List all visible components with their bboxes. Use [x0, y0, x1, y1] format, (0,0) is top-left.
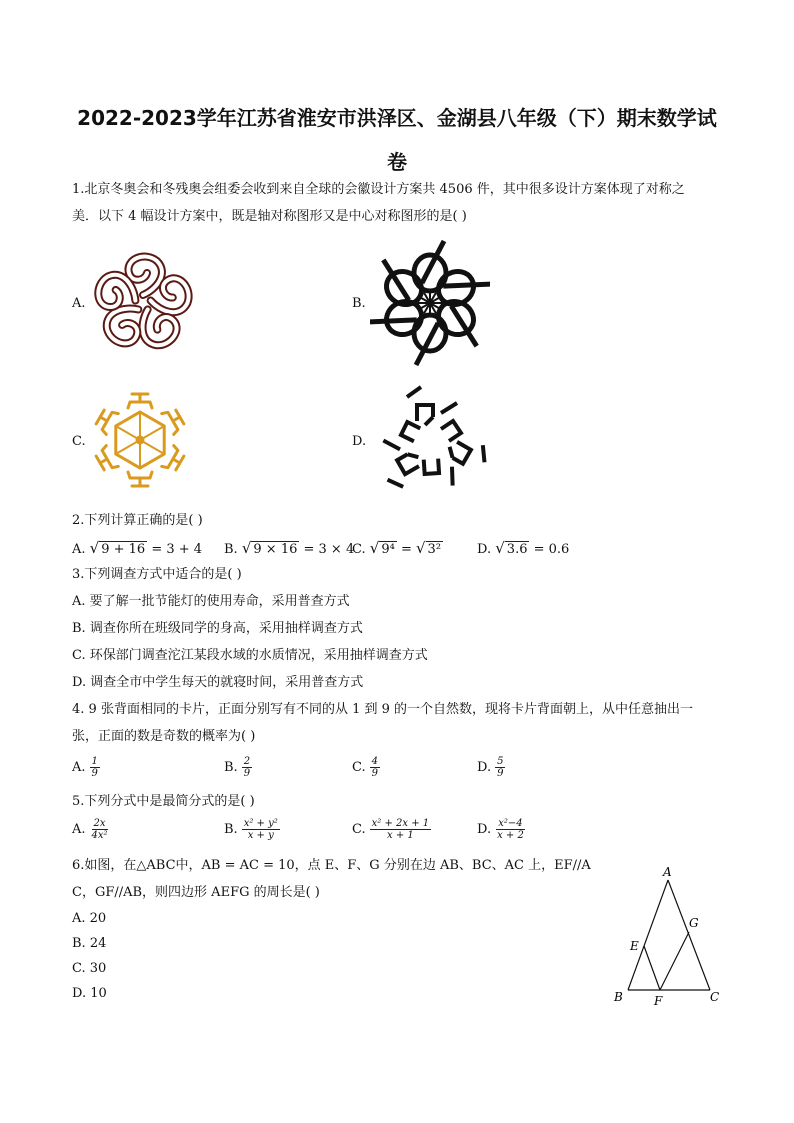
q1-option-c-emblem [90, 390, 190, 490]
q4-option-d: D. $\frac{5}{9}$ [477, 756, 504, 779]
q1-option-a-emblem [90, 250, 196, 356]
label-e: E [630, 939, 639, 953]
label-c: C [710, 990, 720, 1004]
emblem-c-center [137, 437, 143, 443]
q2-option-b: B. √ 9 × 16 = 3 × 4 [224, 539, 355, 557]
emblem-c-crown [128, 472, 152, 486]
emblem-d-hook [441, 421, 461, 441]
question-6 [72, 852, 612, 1006]
label-a: A [663, 865, 672, 879]
segment-fg [660, 932, 689, 990]
q5-options [72, 818, 732, 848]
q2-options [72, 536, 732, 560]
label-g: G [689, 916, 699, 930]
emblem-d-hook [418, 453, 445, 480]
q4-options [72, 756, 732, 782]
q6-option-c: C. 30 [72, 961, 107, 976]
emblem-d-hook [397, 418, 424, 445]
question-1-stem [72, 176, 727, 230]
q6-stem-line-1: 6.如图，在△ABC中，AB = AC = 10，点 E、F、G 分别在边 AB、BC、AC 上，EF//A [72, 858, 591, 873]
q6-stem-line-2: C，GF//AB，则四边形 AEFG 的周长是( ) [72, 885, 320, 900]
q1-stem-line-2: 美．以下 4 幅设计方案中，既是轴对称图形又是中心对称图形的是( ) [72, 209, 467, 224]
q3-option-c: C. 环保部门调查沱江某段水域的水质情况，采用抽样调查方式 [72, 648, 428, 663]
q3-option-d: D. 调查全市中学生每天的就寝时间，采用普查方式 [72, 675, 364, 690]
q2-option-d: D. √ 3.6 = 0.6 [477, 539, 570, 557]
emblem-d-bracket [434, 431, 490, 493]
q3-option-b: B. 调查你所在班级同学的身高，采用抽样调查方式 [72, 621, 363, 636]
question-3 [72, 561, 428, 696]
emblem-d-bracket [407, 387, 457, 425]
segment-ef [644, 946, 660, 990]
q1-option-d-emblem [372, 384, 490, 502]
emblem-d-bracket [372, 429, 427, 491]
q4-stem-line-1: 4. 9 张背面相同的卡片，正面分别写有不同的从 1 到 9 的一个自然数，现将卡片背面朝上，从中任意抽出一 [72, 702, 694, 717]
q2-option-a: A. √ 9 + 16 = 3 + 4 [72, 539, 203, 557]
q4-option-c: C. $\frac{4}{9}$ [352, 756, 378, 779]
q4-option-a: A. $\frac{1}{9}$ [72, 756, 98, 779]
side-ab [628, 880, 668, 990]
q1-option-d-label: D. [352, 434, 367, 449]
q6-triangle-figure [606, 862, 736, 1008]
title-line-1: 2022-2023学年江苏省淮安市洪泽区、金湖县八年级（下）期末数学试 [77, 106, 717, 130]
question-4-stem [72, 696, 727, 750]
label-b: B [614, 990, 623, 1004]
q1-stem-line-1: 1.北京冬奥会和冬残奥会组委会收到来自全球的会徽设计方案共 4506 件，其中很多设计方案体现了对称之 [72, 182, 685, 197]
q4-option-b: B. $\frac{2}{9}$ [224, 756, 251, 779]
label-f: F [654, 994, 663, 1008]
q5-option-c: C. $\frac{\text{x² + 2x + 1}}{x + 1}$ [352, 818, 430, 841]
q1-option-c-label: C. [72, 434, 86, 449]
q3-stem: 3.下列调查方式中适合的是( ) [72, 567, 242, 582]
exam-title [60, 96, 734, 184]
side-ac [668, 880, 710, 990]
q1-option-a-label: A. [72, 296, 86, 311]
q5-option-b: B. $\frac{\text{x² + y²}}{x + y}$ [224, 818, 278, 841]
q3-option-a: A. 要了解一批节能灯的使用寿命，采用普查方式 [72, 594, 350, 609]
q6-option-d: D. 10 [72, 986, 107, 1001]
q1-option-b-emblem [370, 236, 490, 370]
q6-option-b: B. 24 [72, 936, 107, 951]
q5-option-d: D. $\frac{\text{x²−4}}{x + 2}$ [477, 818, 524, 841]
q1-option-b-label: B. [352, 296, 366, 311]
q6-option-a: A. 20 [72, 911, 107, 926]
title-line-2: 卷 [387, 150, 407, 174]
q4-stem-line-2: 张，正面的数是奇数的概率为( ) [72, 729, 256, 744]
question-5-stem: 5.下列分式中是最简分式的是( ) [72, 794, 255, 809]
q2-option-c: C. √ 9⁴ = √ 3² [352, 539, 442, 557]
q5-option-a: A. $\frac{2x}{\text{4x²}}$ [72, 818, 108, 841]
emblem-c-crown [128, 394, 152, 408]
question-2-stem: 2.下列计算正确的是( ) [72, 513, 203, 528]
